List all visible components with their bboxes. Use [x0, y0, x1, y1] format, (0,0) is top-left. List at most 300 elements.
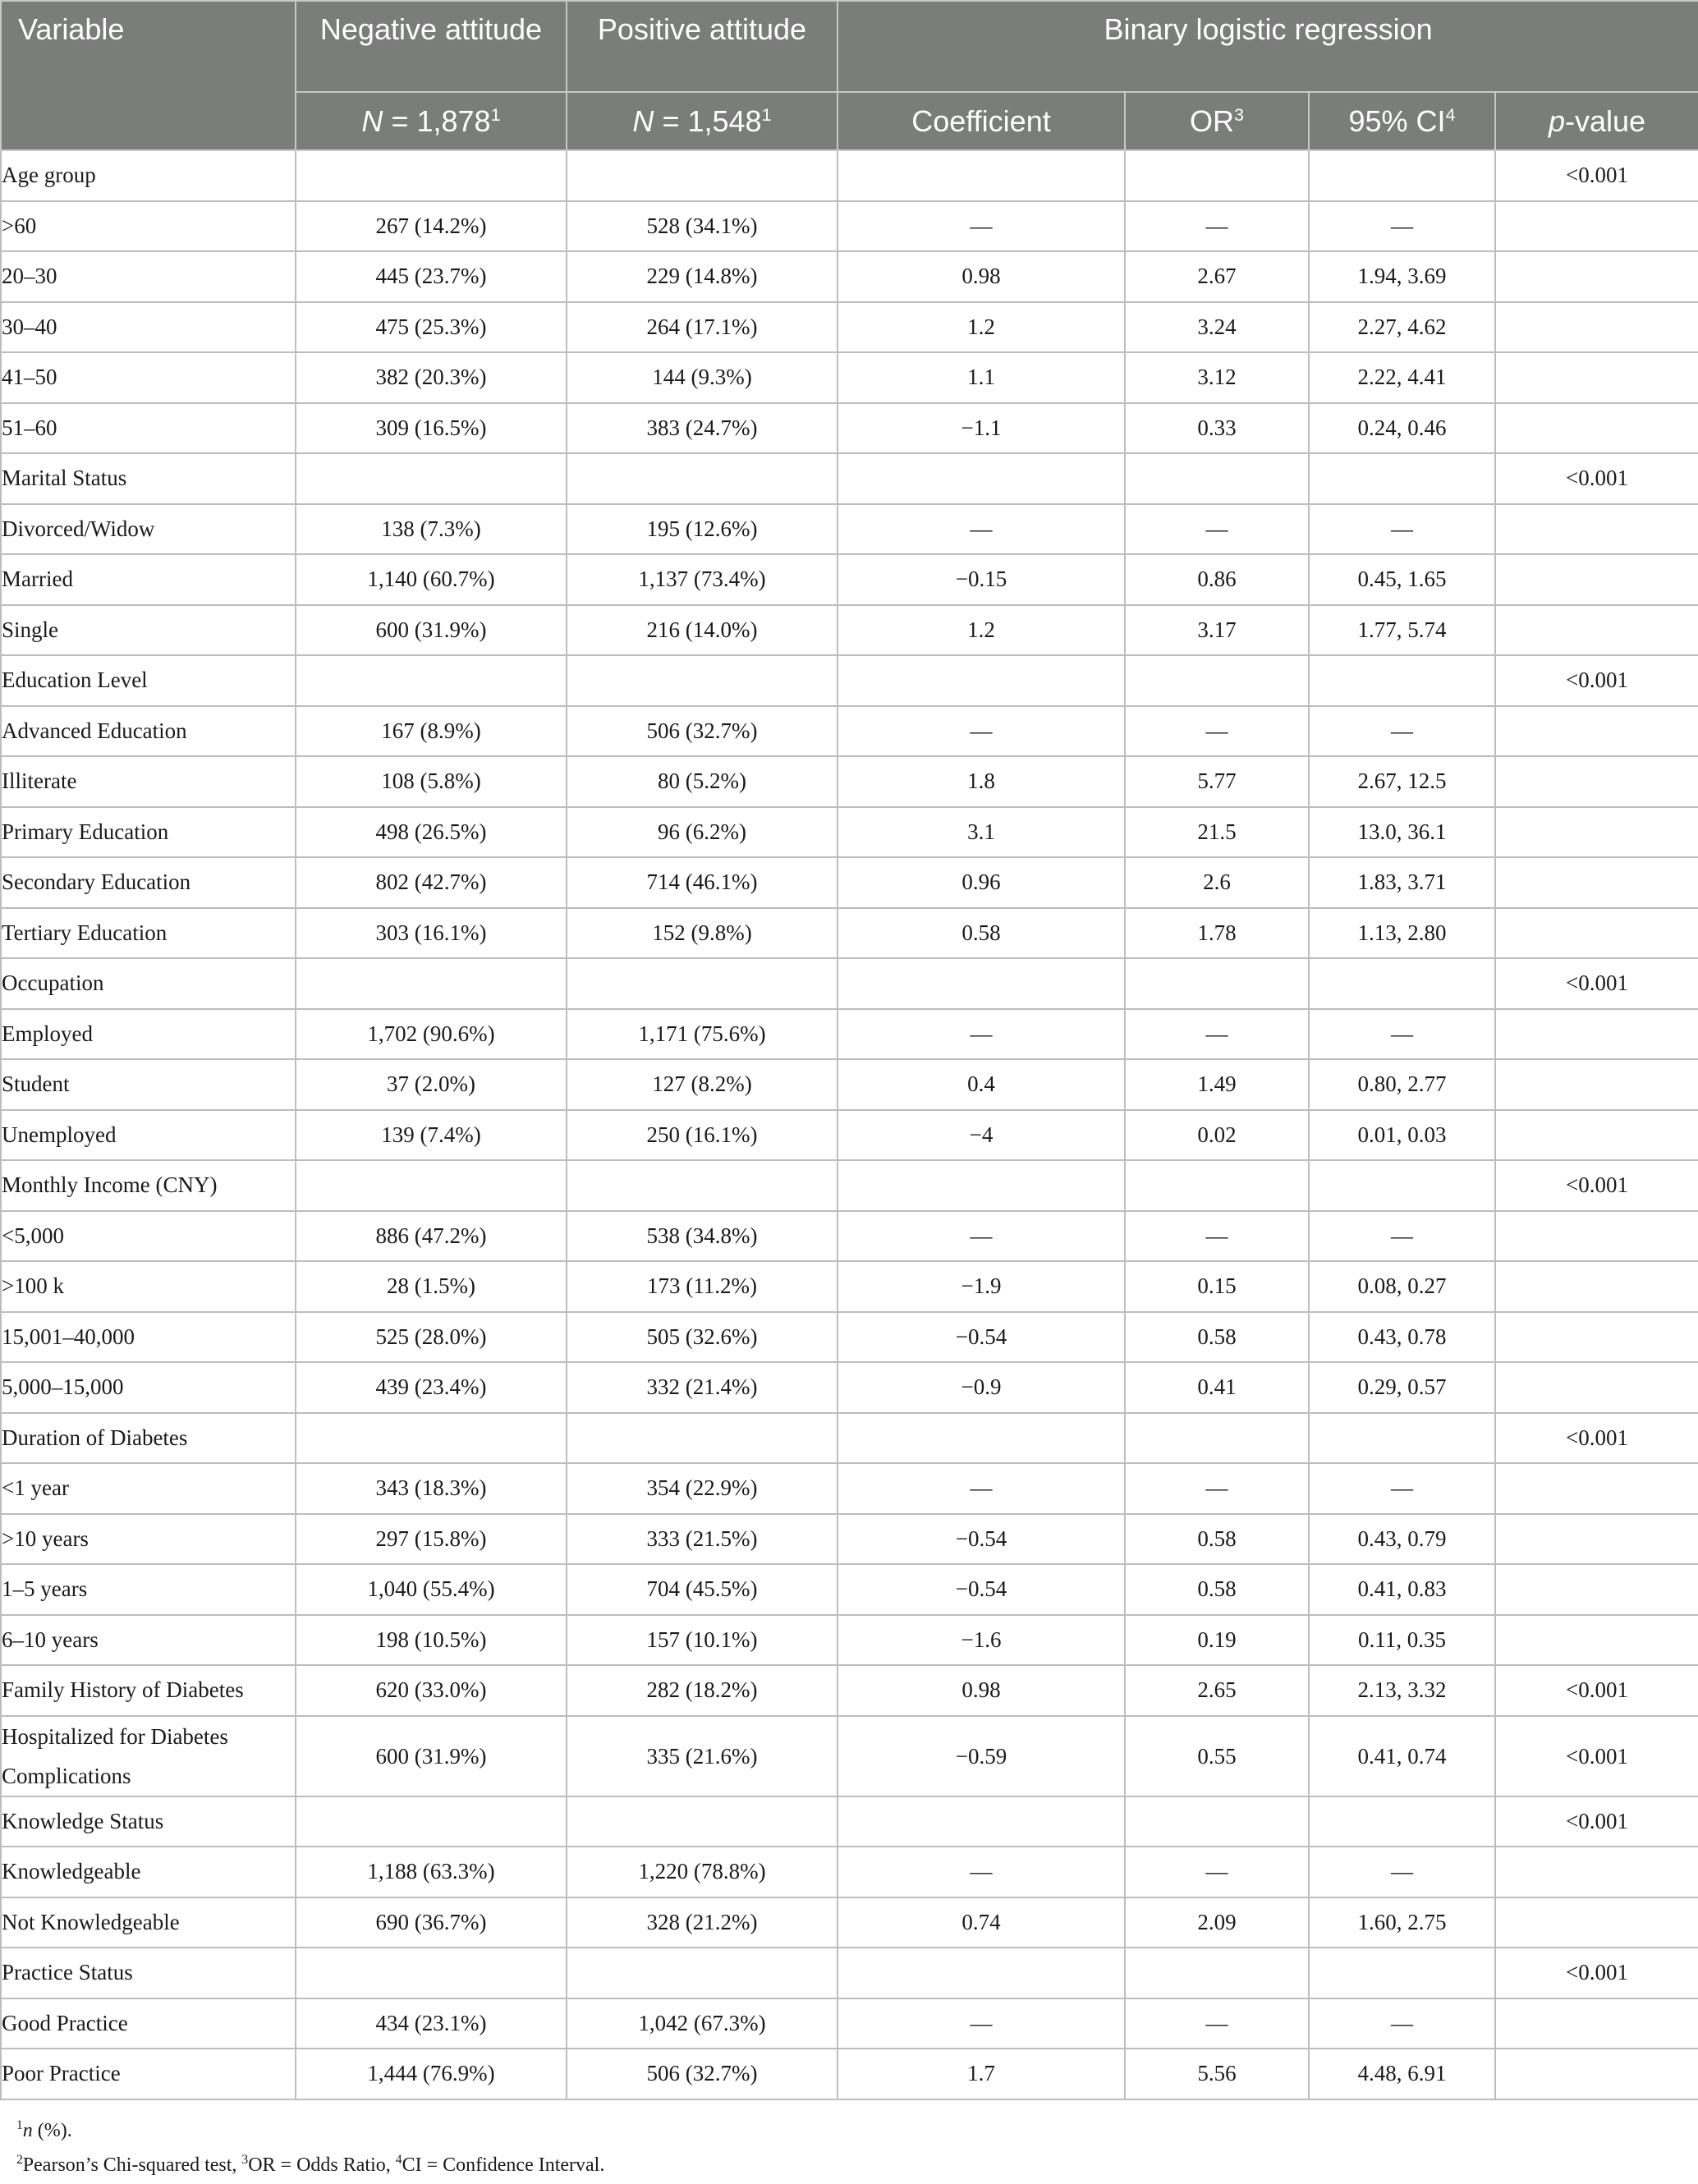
cell-p-value — [1495, 403, 1698, 454]
table-row — [1, 1948, 1698, 1998]
cell-negative: 600 (31.9%) — [296, 605, 567, 656]
cell-positive: 282 (18.2%) — [567, 1665, 838, 1716]
p-symbol: p — [1548, 103, 1565, 138]
row-sublabel: >60 — [1, 201, 296, 252]
cell-positive: 229 (14.8%) — [567, 251, 838, 302]
cell-ci: 1.77, 5.74 — [1309, 605, 1495, 656]
cell-coefficient: — — [838, 1009, 1125, 1060]
table-row — [1, 201, 1698, 252]
cell-or: — — [1125, 1211, 1309, 1262]
cell-ci: 0.43, 0.79 — [1309, 1514, 1495, 1565]
footnote-2 — [16, 2148, 604, 2182]
table-row — [1, 2049, 1698, 2099]
table-row — [1, 1261, 1698, 1312]
cell-or — [1125, 453, 1309, 504]
cell-positive: 152 (9.8%) — [567, 908, 838, 959]
cell-p-value — [1495, 1998, 1698, 2049]
cell-negative: 309 (16.5%) — [296, 403, 567, 454]
cell-ci: 2.27, 4.62 — [1309, 302, 1495, 353]
cell-ci — [1309, 1948, 1495, 1998]
cell-negative: 525 (28.0%) — [296, 1312, 567, 1363]
p-value-suffix: -value — [1565, 103, 1646, 138]
cell-p-value — [1495, 1362, 1698, 1413]
cell-coefficient: 0.4 — [838, 1059, 1125, 1110]
cell-coefficient: 0.98 — [838, 1665, 1125, 1716]
cell-coefficient — [838, 1160, 1125, 1211]
cell-or — [1125, 1948, 1309, 1998]
cell-p-value — [1495, 1110, 1698, 1161]
cell-or: 0.15 — [1125, 1261, 1309, 1312]
footnote-mark: 4 — [1445, 103, 1456, 125]
footnote-text: Pearson’s Chi-squared test, — [22, 2154, 242, 2176]
table-row — [1, 958, 1698, 1009]
cell-or: — — [1125, 706, 1309, 757]
cell-negative — [296, 958, 567, 1009]
cell-negative — [296, 1160, 567, 1211]
footnote-mark: 3 — [241, 2153, 249, 2167]
cell-positive: 714 (46.1%) — [567, 857, 838, 908]
cell-p-value — [1495, 302, 1698, 353]
cell-p-value — [1495, 1059, 1698, 1110]
table-row — [1, 706, 1698, 757]
cell-ci: 0.41, 0.74 — [1309, 1716, 1495, 1796]
cell-coefficient: 3.1 — [838, 807, 1125, 858]
table-header — [1, 1, 1698, 150]
cell-positive: 538 (34.8%) — [567, 1211, 838, 1262]
table-row — [1, 251, 1698, 302]
cell-coefficient: 0.98 — [838, 251, 1125, 302]
header-p-value — [1495, 92, 1698, 150]
cell-ci — [1309, 1160, 1495, 1211]
cell-or: 0.58 — [1125, 1564, 1309, 1615]
table-row — [1, 1312, 1698, 1363]
cell-negative: 434 (23.1%) — [296, 1998, 567, 2049]
table-row — [1, 1514, 1698, 1565]
cell-positive: 333 (21.5%) — [567, 1514, 838, 1565]
header-negative-attitude: Negative attitude — [296, 1, 567, 92]
cell-positive: 528 (34.1%) — [567, 201, 838, 252]
table-row — [1, 1615, 1698, 1666]
cell-ci — [1309, 1796, 1495, 1847]
n-positive-value: = 1,548 — [662, 103, 762, 138]
cell-positive — [567, 1948, 838, 1998]
header-n-negative — [296, 92, 567, 150]
cell-positive: 1,042 (67.3%) — [567, 1998, 838, 2049]
cell-positive: 332 (21.4%) — [567, 1362, 838, 1413]
table-row — [1, 1009, 1698, 1060]
cell-positive: 506 (32.7%) — [567, 2049, 838, 2099]
cell-p-value — [1495, 554, 1698, 605]
cell-or: 0.41 — [1125, 1362, 1309, 1413]
row-sublabel: Employed — [1, 1009, 296, 1060]
cell-coefficient: −1.9 — [838, 1261, 1125, 1312]
table-row — [1, 403, 1698, 454]
row-sublabel: 30–40 — [1, 302, 296, 353]
cell-positive: 195 (12.6%) — [567, 504, 838, 555]
cell-p-value: <0.001 — [1495, 1160, 1698, 1211]
table-row — [1, 1059, 1698, 1110]
cell-ci: 0.24, 0.46 — [1309, 403, 1495, 454]
cell-negative — [296, 1413, 567, 1464]
cell-coefficient: — — [838, 1847, 1125, 1897]
cell-coefficient — [838, 1413, 1125, 1464]
cell-negative: 475 (25.3%) — [296, 302, 567, 353]
row-sublabel: 15,001–40,000 — [1, 1312, 296, 1363]
row-sublabel: 1–5 years — [1, 1564, 296, 1615]
cell-negative: 303 (16.1%) — [296, 908, 567, 959]
row-sublabel: Poor Practice — [1, 2049, 296, 2099]
table-row — [1, 352, 1698, 403]
row-sublabel: Practice Status — [1, 1948, 296, 1998]
cell-or — [1125, 1796, 1309, 1847]
cell-or: — — [1125, 1463, 1309, 1514]
cell-positive — [567, 1160, 838, 1211]
cell-coefficient: −0.15 — [838, 554, 1125, 605]
cell-negative — [296, 150, 567, 201]
cell-negative: 802 (42.7%) — [296, 857, 567, 908]
n-symbol: N — [632, 103, 654, 138]
cell-ci: 13.0, 36.1 — [1309, 807, 1495, 858]
cell-or: 3.17 — [1125, 605, 1309, 656]
cell-negative: 343 (18.3%) — [296, 1463, 567, 1514]
row-group-label: Education Level — [1, 655, 296, 706]
row-sublabel: Student — [1, 1059, 296, 1110]
cell-ci: 0.41, 0.83 — [1309, 1564, 1495, 1615]
table-row — [1, 807, 1698, 858]
row-group-label: Monthly Income (CNY) — [1, 1160, 296, 1211]
cell-or: — — [1125, 1998, 1309, 2049]
cell-ci — [1309, 150, 1495, 201]
cell-coefficient — [838, 453, 1125, 504]
cell-or: 5.56 — [1125, 2049, 1309, 2099]
cell-negative: 297 (15.8%) — [296, 1514, 567, 1565]
cell-p-value — [1495, 756, 1698, 807]
cell-negative — [296, 1948, 567, 1998]
cell-p-value — [1495, 1847, 1698, 1897]
table-row — [1, 1110, 1698, 1161]
footnote-text: CI = Confidence Interval. — [402, 2154, 605, 2176]
cell-ci: — — [1309, 504, 1495, 555]
cell-positive: 96 (6.2%) — [567, 807, 838, 858]
cell-or: 0.33 — [1125, 403, 1309, 454]
cell-p-value — [1495, 1211, 1698, 1262]
cell-or: — — [1125, 1009, 1309, 1060]
row-sublabel: Married — [1, 554, 296, 605]
cell-p-value — [1495, 1897, 1698, 1948]
cell-p-value — [1495, 706, 1698, 757]
cell-negative — [296, 453, 567, 504]
table-body — [1, 150, 1698, 2099]
cell-p-value: <0.001 — [1495, 958, 1698, 1009]
row-sublabel: 5,000–15,000 — [1, 1362, 296, 1413]
cell-positive: 173 (11.2%) — [567, 1261, 838, 1312]
cell-negative: 37 (2.0%) — [296, 1059, 567, 1110]
cell-coefficient: — — [838, 1998, 1125, 2049]
footnote-mark: 1 — [490, 103, 501, 125]
cell-negative: 108 (5.8%) — [296, 756, 567, 807]
table-row — [1, 554, 1698, 605]
cell-coefficient: −0.59 — [838, 1716, 1125, 1796]
cell-or: 0.58 — [1125, 1514, 1309, 1565]
ci-label: 95% CI — [1348, 103, 1446, 138]
cell-positive: 264 (17.1%) — [567, 302, 838, 353]
header-coefficient: Coefficient — [838, 92, 1125, 150]
cell-negative: 690 (36.7%) — [296, 1897, 567, 1948]
footnotes — [16, 2113, 604, 2182]
cell-positive: 1,220 (78.8%) — [567, 1847, 838, 1897]
cell-positive: 1,137 (73.4%) — [567, 554, 838, 605]
cell-positive: 328 (21.2%) — [567, 1897, 838, 1948]
cell-coefficient: −0.9 — [838, 1362, 1125, 1413]
cell-positive — [567, 958, 838, 1009]
cell-ci: 0.11, 0.35 — [1309, 1615, 1495, 1666]
cell-coefficient: 0.96 — [838, 857, 1125, 908]
cell-or: 0.02 — [1125, 1110, 1309, 1161]
cell-or: 3.12 — [1125, 352, 1309, 403]
cell-negative: 167 (8.9%) — [296, 706, 567, 757]
cell-positive: 250 (16.1%) — [567, 1110, 838, 1161]
cell-negative: 439 (23.4%) — [296, 1362, 567, 1413]
footnote-text: OR = Odds Ratio, — [248, 2154, 396, 2176]
cell-negative: 620 (33.0%) — [296, 1665, 567, 1716]
header-or — [1125, 92, 1309, 150]
row-sublabel: Secondary Education — [1, 857, 296, 908]
cell-or: 0.19 — [1125, 1615, 1309, 1666]
cell-ci: 1.60, 2.75 — [1309, 1897, 1495, 1948]
cell-coefficient — [838, 655, 1125, 706]
cell-ci: 4.48, 6.91 — [1309, 2049, 1495, 2099]
cell-ci: 2.67, 12.5 — [1309, 756, 1495, 807]
cell-p-value: <0.001 — [1495, 1796, 1698, 1847]
footnote-text: (%). — [32, 2120, 72, 2141]
row-sublabel: Divorced/Widow — [1, 504, 296, 555]
cell-positive: 354 (22.9%) — [567, 1463, 838, 1514]
cell-coefficient: 1.7 — [838, 2049, 1125, 2099]
row-sublabel: Not Knowledgeable — [1, 1897, 296, 1948]
cell-positive — [567, 150, 838, 201]
cell-p-value: <0.001 — [1495, 1665, 1698, 1716]
row-sublabel: 6–10 years — [1, 1615, 296, 1666]
row-sublabel: 41–50 — [1, 352, 296, 403]
row-sublabel: 51–60 — [1, 403, 296, 454]
cell-or: 3.24 — [1125, 302, 1309, 353]
table-row — [1, 1897, 1698, 1948]
header-variable: Variable — [1, 1, 296, 150]
cell-p-value — [1495, 251, 1698, 302]
cell-or — [1125, 1160, 1309, 1211]
table-row — [1, 453, 1698, 504]
cell-or: 2.6 — [1125, 857, 1309, 908]
cell-positive: 335 (21.6%) — [567, 1716, 838, 1796]
table-row — [1, 1564, 1698, 1615]
cell-or: — — [1125, 1847, 1309, 1897]
table-row — [1, 605, 1698, 656]
cell-ci: 1.83, 3.71 — [1309, 857, 1495, 908]
cell-ci: 0.80, 2.77 — [1309, 1059, 1495, 1110]
cell-coefficient: −0.54 — [838, 1312, 1125, 1363]
row-group-label: Hospitalized for Diabetes Complications — [1, 1716, 296, 1796]
cell-ci: 1.13, 2.80 — [1309, 908, 1495, 959]
table-row — [1, 150, 1698, 201]
row-sublabel: Advanced Education — [1, 706, 296, 757]
cell-p-value — [1495, 1463, 1698, 1514]
cell-negative: 138 (7.3%) — [296, 504, 567, 555]
cell-coefficient: −1.6 — [838, 1615, 1125, 1666]
cell-p-value — [1495, 201, 1698, 252]
header-positive-attitude: Positive attitude — [567, 1, 838, 92]
table-row — [1, 1463, 1698, 1514]
cell-ci: 2.22, 4.41 — [1309, 352, 1495, 403]
cell-or: 5.77 — [1125, 756, 1309, 807]
cell-coefficient — [838, 150, 1125, 201]
row-group-label: Marital Status — [1, 453, 296, 504]
table-row — [1, 1716, 1698, 1796]
cell-negative: 498 (26.5%) — [296, 807, 567, 858]
cell-or: 0.55 — [1125, 1716, 1309, 1796]
cell-coefficient — [838, 958, 1125, 1009]
cell-coefficient: −1.1 — [838, 403, 1125, 454]
row-sublabel: <1 year — [1, 1463, 296, 1514]
cell-negative: 1,040 (55.4%) — [296, 1564, 567, 1615]
cell-coefficient — [838, 1796, 1125, 1847]
table-row — [1, 1847, 1698, 1897]
cell-ci — [1309, 655, 1495, 706]
cell-coefficient: — — [838, 504, 1125, 555]
cell-negative: 28 (1.5%) — [296, 1261, 567, 1312]
row-sublabel: <5,000 — [1, 1211, 296, 1262]
row-sublabel: >10 years — [1, 1514, 296, 1565]
cell-ci: — — [1309, 201, 1495, 252]
cell-coefficient: 1.8 — [838, 756, 1125, 807]
footnote-mark: 2 — [16, 2153, 23, 2167]
cell-p-value: <0.001 — [1495, 1948, 1698, 1998]
cell-ci: 0.01, 0.03 — [1309, 1110, 1495, 1161]
cell-p-value — [1495, 1514, 1698, 1565]
cell-or: 1.78 — [1125, 908, 1309, 959]
row-group-label: Family History of Diabetes — [1, 1665, 296, 1716]
cell-p-value — [1495, 504, 1698, 555]
header-n-positive — [567, 92, 838, 150]
cell-or: — — [1125, 201, 1309, 252]
cell-or: 2.67 — [1125, 251, 1309, 302]
table-row — [1, 1796, 1698, 1847]
cell-positive — [567, 453, 838, 504]
cell-ci: 1.94, 3.69 — [1309, 251, 1495, 302]
header-row-1 — [1, 1, 1698, 92]
cell-ci: — — [1309, 1847, 1495, 1897]
cell-or — [1125, 655, 1309, 706]
table-row — [1, 302, 1698, 353]
cell-negative — [296, 655, 567, 706]
cell-coefficient: 1.1 — [838, 352, 1125, 403]
footnote-1 — [16, 2113, 604, 2148]
footnote-mark: 1 — [761, 103, 772, 125]
cell-coefficient: −0.54 — [838, 1564, 1125, 1615]
cell-p-value — [1495, 857, 1698, 908]
cell-positive: 216 (14.0%) — [567, 605, 838, 656]
cell-negative: 1,444 (76.9%) — [296, 2049, 567, 2099]
table-row — [1, 1665, 1698, 1716]
cell-or — [1125, 958, 1309, 1009]
cell-ci: 0.45, 1.65 — [1309, 554, 1495, 605]
cell-ci: 0.43, 0.78 — [1309, 1312, 1495, 1363]
footnote-n-symbol: n — [22, 2120, 33, 2141]
cell-coefficient: — — [838, 1211, 1125, 1262]
cell-positive: 80 (5.2%) — [567, 756, 838, 807]
row-sublabel: 20–30 — [1, 251, 296, 302]
cell-positive — [567, 1413, 838, 1464]
cell-negative: 600 (31.9%) — [296, 1716, 567, 1796]
table-row — [1, 756, 1698, 807]
cell-coefficient: −0.54 — [838, 1514, 1125, 1565]
cell-or: 2.65 — [1125, 1665, 1309, 1716]
cell-ci — [1309, 958, 1495, 1009]
cell-negative: 886 (47.2%) — [296, 1211, 567, 1262]
cell-p-value — [1495, 605, 1698, 656]
row-sublabel: Tertiary Education — [1, 908, 296, 959]
footnote-mark: 4 — [395, 2153, 402, 2167]
cell-negative: 198 (10.5%) — [296, 1615, 567, 1666]
cell-negative: 445 (23.7%) — [296, 251, 567, 302]
cell-negative: 1,188 (63.3%) — [296, 1847, 567, 1897]
header-ci — [1309, 92, 1495, 150]
cell-positive — [567, 1796, 838, 1847]
cell-ci: 0.08, 0.27 — [1309, 1261, 1495, 1312]
cell-ci: — — [1309, 1463, 1495, 1514]
cell-positive: 1,171 (75.6%) — [567, 1009, 838, 1060]
cell-coefficient: — — [838, 1463, 1125, 1514]
cell-ci: — — [1309, 1009, 1495, 1060]
row-group-label: Duration of Diabetes — [1, 1413, 296, 1464]
table-row — [1, 857, 1698, 908]
cell-positive: 383 (24.7%) — [567, 403, 838, 454]
row-sublabel: Primary Education — [1, 807, 296, 858]
table-row — [1, 655, 1698, 706]
cell-p-value — [1495, 908, 1698, 959]
footnote-mark: 3 — [1233, 103, 1244, 125]
row-group-label: Knowledge Status — [1, 1796, 296, 1847]
cell-ci: 2.13, 3.32 — [1309, 1665, 1495, 1716]
cell-positive: 157 (10.1%) — [567, 1615, 838, 1666]
cell-negative: 382 (20.3%) — [296, 352, 567, 403]
cell-ci — [1309, 453, 1495, 504]
cell-negative: 139 (7.4%) — [296, 1110, 567, 1161]
cell-ci: — — [1309, 706, 1495, 757]
cell-p-value — [1495, 1009, 1698, 1060]
cell-ci — [1309, 1413, 1495, 1464]
cell-p-value — [1495, 1261, 1698, 1312]
or-label: OR — [1189, 103, 1234, 138]
table-row — [1, 1362, 1698, 1413]
table-row — [1, 1998, 1698, 2049]
row-sublabel: Good Practice — [1, 1998, 296, 2049]
cell-or: 0.86 — [1125, 554, 1309, 605]
row-group-label: Occupation — [1, 958, 296, 1009]
table-row — [1, 908, 1698, 959]
row-group-label: Age group — [1, 150, 296, 201]
cell-p-value — [1495, 352, 1698, 403]
footnote-mark: 1 — [16, 2118, 23, 2132]
cell-coefficient: −4 — [838, 1110, 1125, 1161]
row-sublabel: Single — [1, 605, 296, 656]
cell-p-value: <0.001 — [1495, 453, 1698, 504]
cell-ci: — — [1309, 1211, 1495, 1262]
cell-coefficient: 0.58 — [838, 908, 1125, 959]
table-row — [1, 1413, 1698, 1464]
cell-or — [1125, 150, 1309, 201]
cell-positive: 506 (32.7%) — [567, 706, 838, 757]
cell-or: 21.5 — [1125, 807, 1309, 858]
